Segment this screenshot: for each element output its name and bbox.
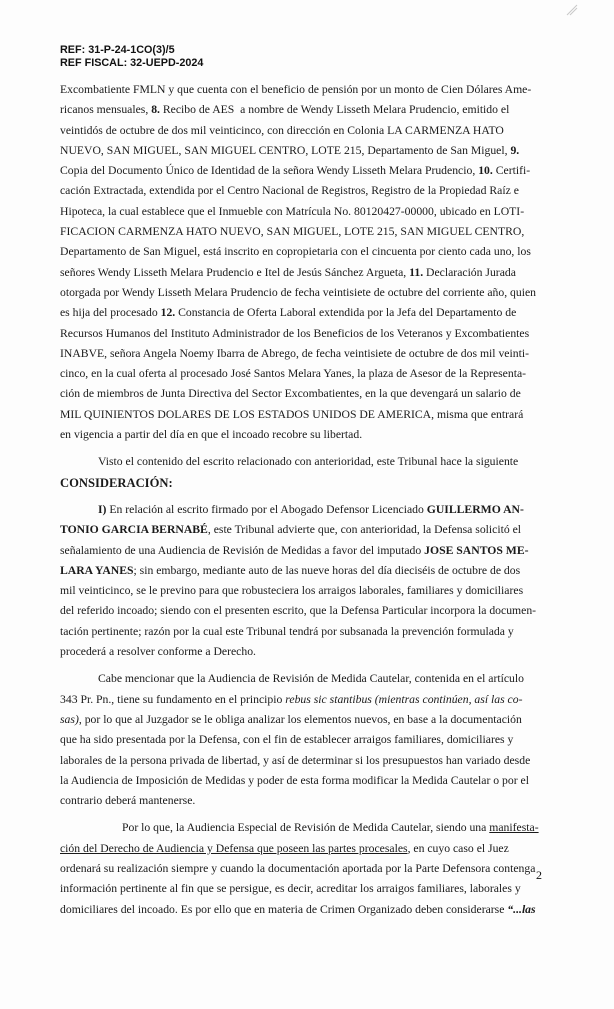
text-line: FICACION CARMENZA HATO NUEVO, SAN MIGUEL, LOTE 215, SAN MIGUEL CENTRO,: [60, 225, 525, 239]
text-line: veintidós de octubre de dos mil veinticinco, con dirección en Colonia LA CARMENZA HATO: [60, 123, 504, 137]
text-line: ricanos mensuales, 8. Recibo de AES a nombre de Wendy Lisseth Melara Prudencio, emitido el: [60, 103, 510, 117]
text-line: Hipoteca, la cual establece que el Inmueble con Matrícula No. 80120427-00000, ubicado en LOTI-: [60, 204, 525, 218]
text-line: del referido incoado; siendo con el presenten escrito, que la Defensa Particular incorpora la documen-: [60, 604, 537, 618]
text-line: cinco, en la cual oferta al procesado José Santos Melara Yanes, la plaza de Asesor de la Representa-: [60, 367, 527, 381]
text-line: que ha sido presentada por la Defensa, con el fin de establecer arraigos familiares, domiciliares y: [60, 733, 514, 747]
text-line: información pertinente al fin que se persigue, es decir, acreditar los arraigos familiares, laborales y: [60, 882, 521, 896]
text-line: Departamento de San Miguel, está inscrito en copropietaria con el cincuenta por ciento cada uno, los: [60, 245, 531, 259]
scan-corner-mark: [564, 2, 580, 18]
text-line: mil veinticinco, se le previno para que robusteciera los arraigos laborales, familiares y domiciliares: [60, 584, 524, 598]
text-line: INABVE, señora Angela Noemy Ibarra de Abrego, de fecha veintisiete de octubre de dos mil veinti-: [60, 346, 529, 360]
text-line: Visto el contenido del escrito relacionado con anterioridad, este Tribunal hace la siguiente: [98, 455, 519, 469]
reference-header: [60, 44, 203, 70]
text-line: Excombatiente FMLN y que cuenta con el beneficio de pensión por un monto de Cien Dólares Ame-: [60, 83, 532, 96]
text-line: TONIO GARCIA BERNABÉ, este Tribunal advierte que, con anterioridad, la Defensa solicitó el: [60, 523, 522, 537]
text-line: contrario deberá mantenerse.: [60, 794, 196, 808]
text-line: procederá a resolver conforme a Derecho.: [60, 645, 256, 659]
text-line: señores Wendy Lisseth Melara Prudencio e Itel de Jesús Sánchez Argueta, 11. Declaración Jurada: [60, 265, 516, 279]
fiscal-reference-number: REF FISCAL: 32-UEPD-2024: [60, 57, 204, 69]
text-line: es hija del procesado 12. Constancia de Oferta Laboral extendida por la Jefa del Departamento de: [60, 306, 517, 320]
text-line: Por lo que, la Audiencia Especial de Revisión de Medida Cautelar, siendo una manifesta-: [122, 821, 539, 835]
text-line: I) En relación al escrito firmado por el Abogado Defensor Licenciado GUILLERMO AN-: [98, 502, 524, 516]
text-line: 343 Pr. Pn., tiene su fundamento en el principio rebus sic stantibus (mientras continúen, así las co-: [60, 692, 523, 706]
text-line: ción de miembros de Junta Directiva del Sector Excombatientes, en la que devengará un salario de: [60, 387, 521, 401]
text-line: cación Extractada, extendida por el Centro Nacional de Registros, Registro de la Propiedad Raíz e: [60, 184, 519, 198]
text-line: otorgada por Wendy Lisseth Melara Prudencio de fecha veintisiete de octubre del corriente año, quien: [60, 285, 537, 299]
text-line: ción del Derecho de Audiencia y Defensa que poseen las partes procesales, en cuyo caso el Juez: [60, 841, 509, 855]
text-line: Cabe mencionar que la Audiencia de Revisión de Medida Cautelar, contenida en el artículo: [98, 672, 524, 686]
reference-number: REF: 31-P-24-1CO(3)/5: [60, 44, 175, 56]
text-line: ordenará su realización siempre y cuando la documentación aportada por la Parte Defensora contenga: [60, 861, 536, 875]
text-line: en vigencia a partir del día en que el incoado recobre su libertad.: [60, 428, 363, 442]
text-line: Copia del Documento Único de Identidad de la señora Wendy Lisseth Melara Prudencio, 10. Certifi-: [60, 164, 531, 178]
section-heading: CONSIDERACIÓN:: [60, 475, 173, 490]
text-line: laborales de la persona privada de libertad, y así de determinar si los presupuestos han variado desde: [60, 753, 531, 767]
text-line: señalamiento de una Audiencia de Revisión de Medidas a favor del imputado JOSE SANTOS ME-: [60, 543, 529, 557]
text-line: MIL QUINIENTOS DOLARES DE LOS ESTADOS UNIDOS DE AMERICA, misma que entrará: [60, 407, 524, 421]
text-line: domiciliares del incoado. Es por ello que en materia de Crimen Organizado deben considerarse “...las: [60, 902, 536, 916]
text-line: la Audiencia de Imposición de Medidas y poder de esta forma modificar la Medida Cautelar o por el: [60, 773, 529, 787]
page-number: 2: [536, 868, 542, 882]
text-line: NUEVO, SAN MIGUEL, SAN MIGUEL CENTRO, LOTE 215, Departamento de San Miguel, 9.: [60, 143, 520, 157]
text-line: Recursos Humanos del Instituto Administrador de los Beneficios de los Veteranos y Excombatientes: [60, 326, 530, 340]
text-line: tación pertinente; razón por la cual este Tribunal tendrá por subsanada la prevención formulada y: [60, 624, 514, 638]
text-line: sas), por lo que al Juzgador se le obliga analizar los elementos nuevos, en base a la documentación: [60, 712, 522, 726]
text-line: LARA YANES; sin embargo, mediante auto de las nueve horas del día dieciséis de octubre de dos: [60, 563, 521, 577]
document-body: [60, 80, 565, 920]
